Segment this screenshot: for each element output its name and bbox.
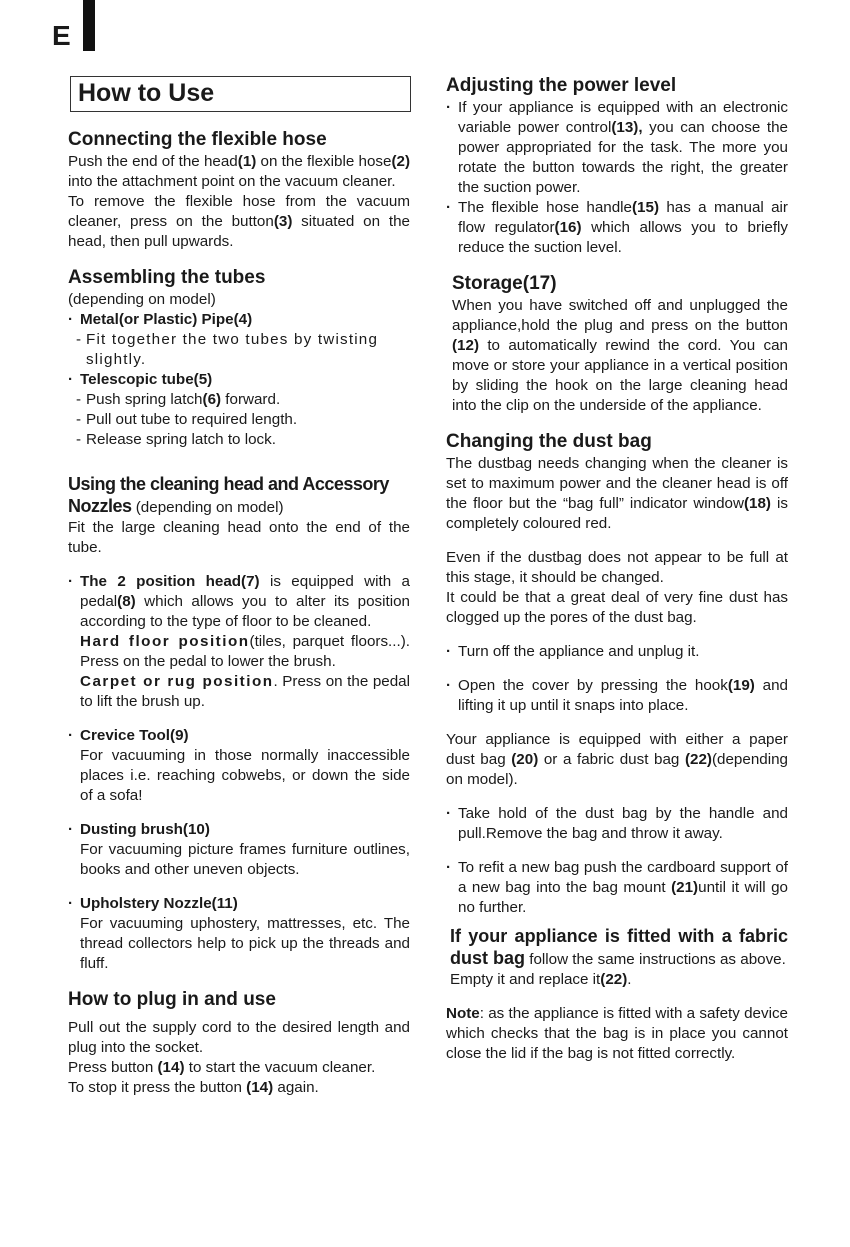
paragraph xyxy=(446,730,788,790)
section-heading: Connecting the flexible hose xyxy=(68,129,327,150)
paragraph xyxy=(68,1078,410,1098)
bullet-turn-off: · Turn off the appliance and unplug it. xyxy=(446,642,788,662)
text: The dustbag needs changing when the cleaner is set to maximum power and the cleaner head is off the floor but the “bag full” indicator window xyxy=(446,455,788,512)
section-heading: Assembling the tubes xyxy=(68,267,266,288)
part-number: (15) xyxy=(632,199,660,216)
text: situated on the head, then pull upwards. xyxy=(68,213,411,250)
text: : as the appliance is fitted with a safety device which checks that the bag is in place you cannot close the lid if the bag is not fitted correctly. xyxy=(446,1005,788,1062)
section-dust-bag xyxy=(446,430,788,1064)
text: To refit a new bag push the cardboard support of a new bag into the bag mount xyxy=(458,859,788,896)
text: on the flexible hose xyxy=(256,153,392,170)
safety-note xyxy=(446,1004,788,1064)
part-number: (8) xyxy=(117,593,136,610)
part-number: (16) xyxy=(554,219,582,236)
left-column xyxy=(68,128,410,1112)
text: To remove the flexible hose from the vacuum cleaner, press on the button xyxy=(68,193,410,230)
item-label: Upholstery Nozzle(11) xyxy=(80,895,238,912)
part-number: (12) xyxy=(452,337,480,354)
heading-text: Using the cleaning head and Accessory Nozzles xyxy=(68,474,389,516)
text: The flexible hose handle xyxy=(458,199,632,216)
bullet-metal-pipe xyxy=(68,310,410,330)
text: is equipped with a pedal xyxy=(80,573,410,610)
step: - Fit together the two tubes by twisting slightly. xyxy=(68,330,410,370)
step: - Pull out tube to required length. xyxy=(68,410,410,430)
fabric-bag-note xyxy=(446,926,788,990)
text: forward. xyxy=(221,391,281,408)
text: and lifting it up until it snaps into place. xyxy=(458,677,789,714)
item-label: Telescopic tube(5) xyxy=(80,371,213,388)
text: Push the end of the head xyxy=(68,153,238,170)
paragraph xyxy=(446,454,788,534)
step xyxy=(68,390,410,410)
text: Push spring latch xyxy=(86,391,203,408)
paragraph xyxy=(452,296,788,416)
bullet-crevice-tool xyxy=(68,726,410,806)
section-heading: Changing the dust bag xyxy=(446,431,652,452)
section-heading xyxy=(68,474,410,518)
text: If your appliance is equipped with an electronic variable power control xyxy=(458,99,788,136)
section-connecting-hose xyxy=(68,128,410,252)
section-plug-in xyxy=(68,988,410,1098)
text: has a manual air flow regulator xyxy=(458,199,788,236)
text: To stop it press the button xyxy=(68,1079,247,1096)
text: Open the cover by pressing the hook xyxy=(458,677,728,694)
step: - Release spring latch to lock. xyxy=(68,430,410,450)
language-tab-bar xyxy=(83,0,95,51)
text: . xyxy=(627,971,632,988)
part-number: (1) xyxy=(237,153,257,170)
text: . Press on the pedal to lift the brush up. xyxy=(80,673,410,710)
bullet-air-flow-regulator xyxy=(446,198,788,258)
part-number: (22) xyxy=(600,971,628,988)
part-number: (2) xyxy=(391,153,411,170)
section-cleaning-head xyxy=(68,474,410,974)
text: Your appliance is equipped with either a paper dust bag xyxy=(446,731,788,768)
item-label: Crevice Tool(9) xyxy=(80,727,189,744)
text: which allows you to alter its position according to the type of floor to be cleaned. xyxy=(80,593,410,630)
paragraph xyxy=(68,1058,410,1078)
text: to start the vacuum cleaner. xyxy=(184,1059,376,1076)
bullet-2-position-head xyxy=(68,572,410,712)
part-number: (14) xyxy=(246,1079,274,1096)
section-power-level xyxy=(446,74,788,258)
model-note: (depending on model) xyxy=(131,499,284,516)
text: until it will go no further. xyxy=(458,879,788,916)
bullet-dusting-brush xyxy=(68,820,410,880)
text: (tiles, parquet floors...). Press on the pedal to lower the brush. xyxy=(80,633,410,670)
language-marker: E xyxy=(52,20,71,51)
paragraph xyxy=(450,970,788,990)
bullet-upholstery-nozzle xyxy=(68,894,410,974)
section-heading: Storage(17) xyxy=(452,273,557,294)
item-label: Carpet or rug position xyxy=(80,673,274,690)
section-storage xyxy=(446,272,788,416)
note-label: Note xyxy=(446,1005,480,1022)
text: For vacuuming uphostery, mattresses, etc. The thread collectors help to pick up the threads and fluff. xyxy=(80,915,410,972)
text: you can choose the power appropriated for the task. The more you rotate the button towards the right, the greater the suction power. xyxy=(458,119,788,196)
text: When you have switched off and unplugged the appliance,hold the plug and press on the button xyxy=(452,297,788,334)
bullet-refit-bag xyxy=(446,858,788,918)
item-label: Metal(or Plastic) Pipe(4) xyxy=(80,311,253,328)
part-number: (19) xyxy=(727,677,755,694)
paragraph: Fit the large cleaning head onto the end of the tube. xyxy=(68,519,410,556)
part-number: (3) xyxy=(273,213,293,230)
text: For vacuuming picture frames furniture outlines, books and other uneven objects. xyxy=(80,841,410,878)
text: is completely coloured red. xyxy=(446,495,788,532)
text: again. xyxy=(273,1079,319,1096)
text: follow the same instructions as above. xyxy=(525,951,786,968)
bullet-remove-bag: · Take hold of the dust bag by the handle and pull.Remove the bag and throw it away. xyxy=(446,804,788,844)
part-number: (18) xyxy=(743,495,771,512)
page-title: How to Use xyxy=(78,79,215,107)
bullet-open-cover xyxy=(446,676,788,716)
right-column xyxy=(446,74,788,1078)
section-heading: Adjusting the power level xyxy=(446,75,677,96)
section-heading: How to plug in and use xyxy=(68,989,276,1010)
item-label: Hard floor position xyxy=(80,633,250,650)
text: to automatically rewind the cord. You can move or store your appliance in a vertical position by sliding the hook on the large cleaning head into the clip on the underside of the appliance. xyxy=(452,337,788,414)
text: Press button xyxy=(68,1059,158,1076)
model-note: (depending on model) xyxy=(68,291,216,308)
item-label: Dusting brush(10) xyxy=(80,821,210,838)
paragraph xyxy=(68,192,410,252)
paragraph: It could be that a great deal of very fine dust has clogged up the pores of the dust bag. xyxy=(446,589,788,626)
text: into the attachment point on the vacuum cleaner. xyxy=(68,173,396,190)
page-title-box xyxy=(70,76,411,112)
bullet-telescopic-tube xyxy=(68,370,410,390)
text: which allows you to briefly reduce the suction level. xyxy=(458,219,789,256)
text: or a fabric dust bag xyxy=(538,751,685,768)
text: Empty it and replace it xyxy=(450,971,601,988)
paragraph xyxy=(450,926,788,970)
part-number: (6) xyxy=(202,391,222,408)
text: (depending on model). xyxy=(446,751,788,788)
emphasis-text: If your appliance is fitted with a fabric dust bag xyxy=(450,926,788,968)
text: For vacuuming in those normally inaccessible places i.e. reaching cobwebs, or down the side of a sofa! xyxy=(80,747,410,804)
part-number: (22) xyxy=(684,751,712,768)
paragraph: Pull out the supply cord to the desired length and plug into the socket. xyxy=(68,1019,410,1056)
paragraph: Even if the dustbag does not appear to be full at this stage, it should be changed. xyxy=(446,549,788,586)
part-number: (21) xyxy=(671,879,699,896)
part-number: (20) xyxy=(511,751,539,768)
part-number: (14) xyxy=(157,1059,185,1076)
bullet-power-control xyxy=(446,98,788,198)
part-number: (13), xyxy=(611,119,643,136)
paragraph xyxy=(68,152,410,192)
section-assembling-tubes xyxy=(68,266,410,450)
item-label: The 2 position head(7) xyxy=(80,573,260,590)
